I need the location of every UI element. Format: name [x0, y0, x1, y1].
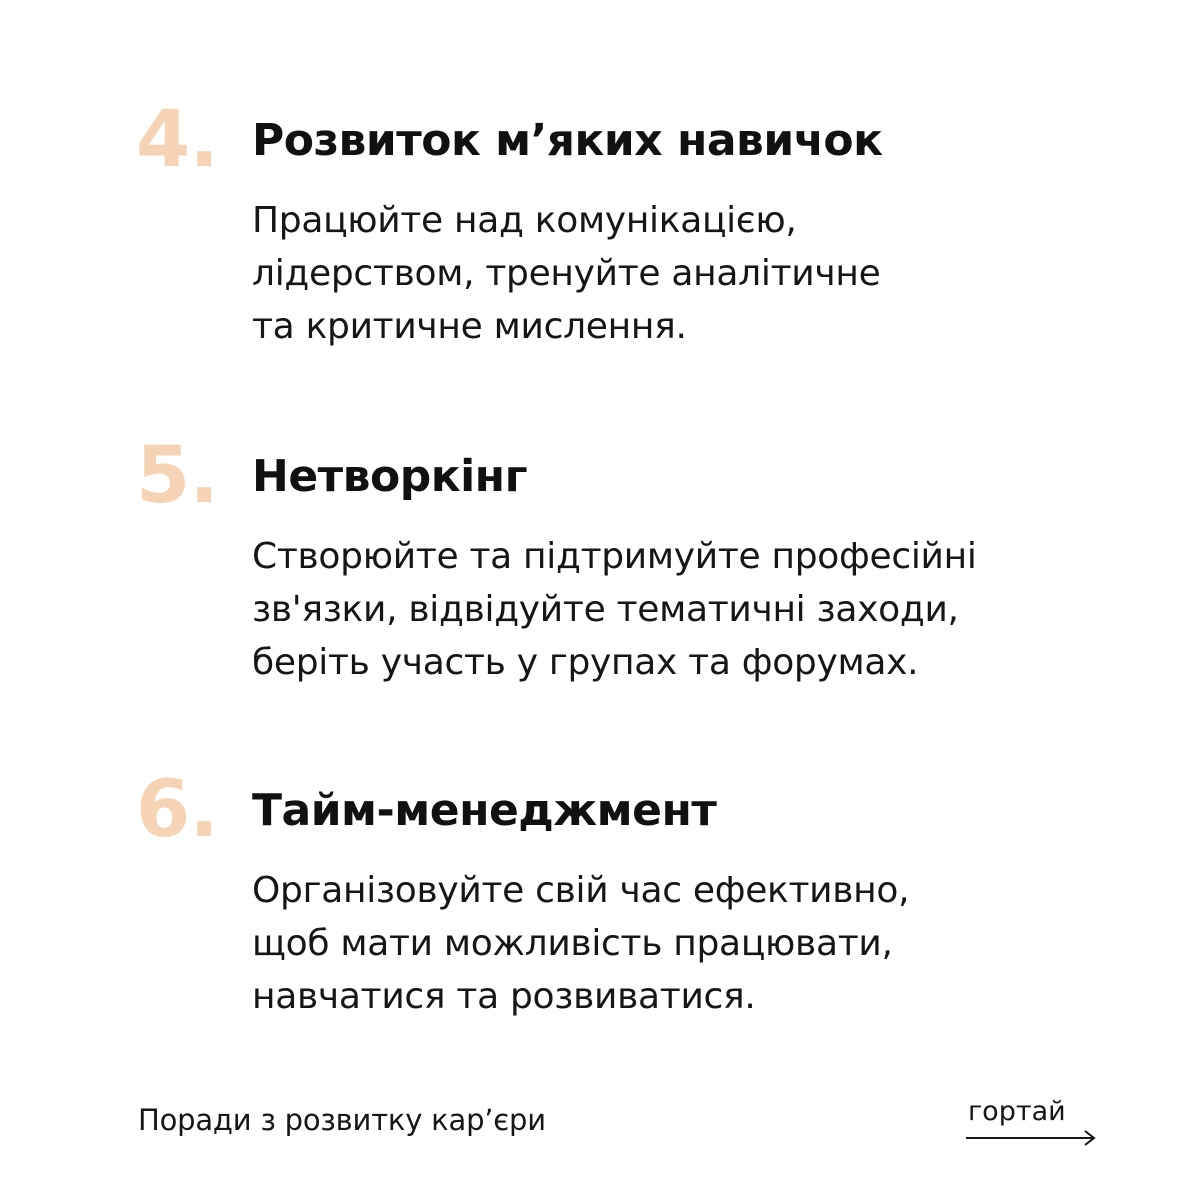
tip-number: 4.	[136, 95, 218, 185]
tip-number: 5.	[136, 431, 218, 521]
tip-description-line: щоб мати можливість працювати,	[252, 923, 893, 964]
tip-description-line: Працюйте над комунікацією,	[252, 200, 797, 241]
tip-description-line: Організовуйте свій час ефективно,	[252, 870, 910, 911]
tip-description-line: Створюйте та підтримуйте професійні	[252, 536, 977, 577]
tip-description-line: беріть участь у групах та форумах.	[252, 642, 919, 683]
scroll-next-button[interactable]	[966, 1094, 1098, 1150]
scroll-hint-label: гортай	[968, 1096, 1066, 1127]
tip-title: Розвиток м’яких навичок	[252, 115, 883, 166]
tip-title: Нетворкінг	[252, 451, 528, 502]
tip-description	[252, 530, 1132, 689]
tip-description-line: навчатися та розвиватися.	[252, 976, 756, 1017]
tip-number: 6.	[136, 765, 218, 855]
tip-title: Тайм-менеджмент	[252, 785, 717, 836]
tip-description	[252, 864, 1132, 1023]
footer-caption: Поради з розвитку кар’єри	[138, 1103, 546, 1137]
tip-description-line: лідерством, тренуйте аналітичне	[252, 253, 881, 294]
tip-description	[252, 194, 1132, 353]
tip-description-line: та критичне мислення.	[252, 306, 687, 347]
tip-description-line: зв'язки, відвідуйте тематичні заходи,	[252, 589, 959, 630]
arrow-right-icon	[966, 1130, 1098, 1146]
